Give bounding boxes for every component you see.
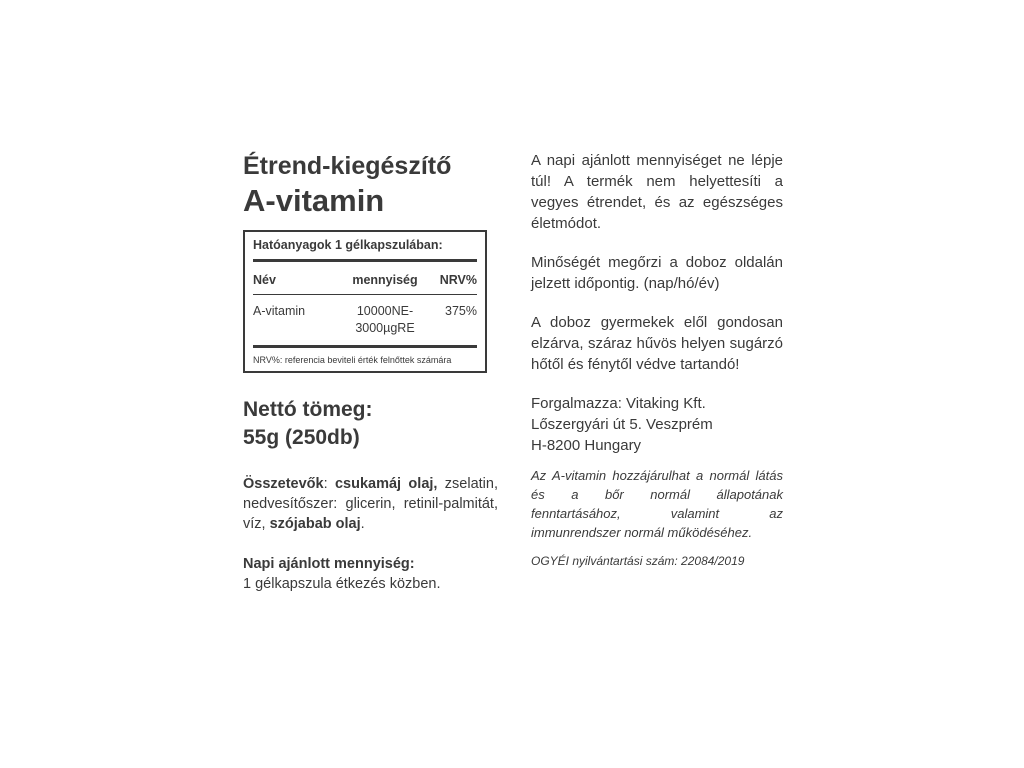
nutrition-heading: Hatóanyagok 1 gélkapszulában: <box>253 237 477 262</box>
nutrition-column-headers <box>253 262 477 295</box>
ingredients-sep: : <box>323 476 335 492</box>
row-amount-line1: 10000NE- <box>356 304 414 318</box>
ingredients-text-2: . <box>360 516 365 532</box>
ingredients-bold-1: csukamáj olaj, <box>334 476 438 492</box>
registration-number: OGYÉI nyilvántartási szám: 22084/2019 <box>531 554 745 568</box>
product-name: A-vitamin <box>243 183 385 218</box>
table-row <box>253 295 477 348</box>
dosage-label: Napi ajánlott mennyiség: <box>243 556 415 572</box>
product-category: Étrend-kiegészítő <box>243 152 452 180</box>
column-header-amount: mennyiség <box>352 273 418 287</box>
ingredients-text-1: zselatin, nedvesítőszer: glicerin, retinil-palmitát, víz, <box>243 476 498 532</box>
nutrition-table <box>243 230 487 373</box>
column-header-name: Név <box>253 273 276 287</box>
row-name: A-vitamin <box>253 304 306 318</box>
dosage <box>243 554 498 594</box>
ingredients-label: Összetevők <box>243 476 324 492</box>
row-nrv: 375% <box>445 304 477 318</box>
distributor-line3: H-8200 Hungary <box>531 437 642 454</box>
distributor-line2: Lőszergyári út 5. Veszprém <box>531 416 713 433</box>
storage-instructions: A doboz gyermekek elől gondosan elzárva, száraz hűvös helyen sugárzó hőtől és fénytől védve tartandó! <box>531 314 783 373</box>
distributor <box>531 393 783 456</box>
net-weight <box>243 396 498 452</box>
distributor-line1: Forgalmazza: Vitaking Kft. <box>531 395 706 412</box>
column-header-nrv: NRV% <box>439 273 477 287</box>
health-claim: Az A-vitamin hozzájárulhat a normál látás és a bőr normál állapotának fenntartásához, valamint az immunrendszer normál működéséhez. <box>531 468 783 540</box>
row-amount <box>341 303 429 337</box>
nutrition-footnote: NRV%: referencia beviteli érték felnőttek számára <box>253 355 452 365</box>
left-column <box>243 150 498 594</box>
ingredients <box>243 474 498 534</box>
best-before: Minőségét megőrzi a doboz oldalán jelzett időpontig. (nap/hó/év) <box>531 254 783 292</box>
row-amount-line2: 3000µgRE <box>355 321 415 335</box>
right-column <box>531 150 783 569</box>
net-weight-value: 55g (250db) <box>243 426 360 449</box>
dosage-value: 1 gélkapszula étkezés közben. <box>243 576 441 592</box>
ingredients-bold-2: szójabab olaj <box>269 516 361 532</box>
dose-warning: A napi ajánlott mennyiséget ne lépje túl! A termék nem helyettesíti a vegyes étrendet, és az egészséges életmódot. <box>531 152 783 232</box>
net-weight-label: Nettó tömeg: <box>243 398 373 421</box>
